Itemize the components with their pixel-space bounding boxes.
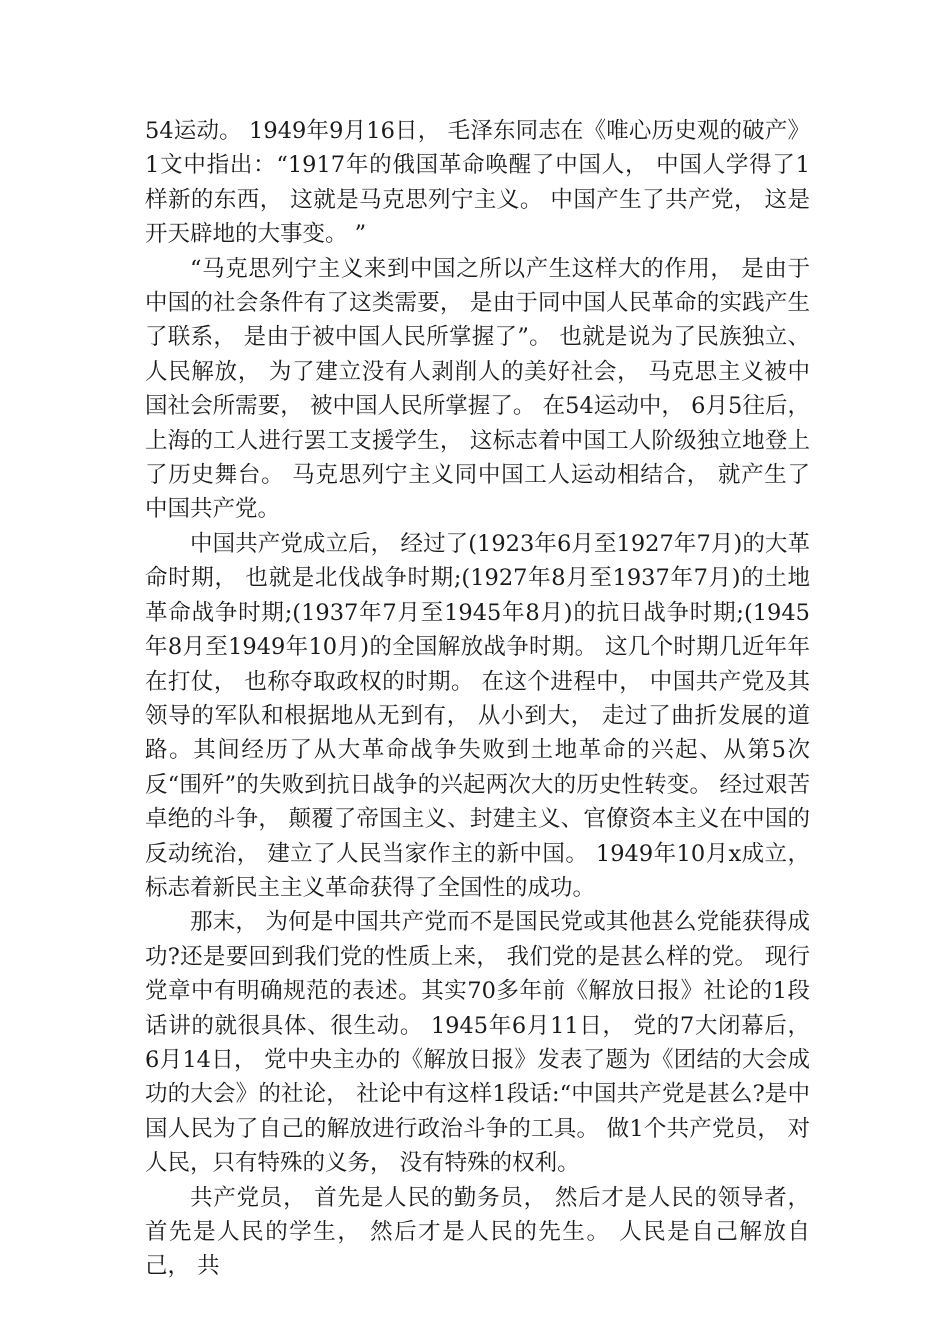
paragraph-3: 中国共产党成立后， 经过了(1923年6月至1927年7月)的大革命时期， 也就是北伐战争时期;(1927年8月至1937年7月)的土地革命战争时期;(1937年7月至1945年8月)的抗日战争时期;(1945年8月至1949年10月)的全国解放战争时期。 这几个时期几近年年在打仗， 也称夺取政权的时期。 在这个进程中， 中国共产党及其领导的军队和根据地从无到有， 从小到大， 走过了曲折发展的道路。其间经历了从大革命战争失败到土地革命的兴起、从第5次反“围歼”的失败到抗日战争的兴起两次大的历史性转变。 经过艰苦卓绝的斗争， 颠覆了帝国主义、封建主义、官僚资本主义在中国的反动统治， 建立了人民当家作主的新中国。 1949年10月x成立， 标志着新民主主义革命获得了全国性的成功。 (145, 530, 810, 901)
paragraph-2: “马克思列宁主义来到中国之所以产生这样大的作用， 是由于中国的社会条件有了这类需要， 是由于同中国人民革命的实践产生了联系， 是由于被中国人民所掌握了”。 也就是说为了民族独立、人民解放， 为了建立没有人剥削人的美好社会， 马克思主义被中国社会所需要， 被中国人民所掌握了。 在54运动中， 6月5往后， 上海的工人进行罢工支援学生， 这标志着中国工人阶级独立地登上了历史舞台。 马克思列宁主义同中国工人运动相结合， 就产生了中国共产党。 (145, 255, 810, 523)
paragraph-5: 共产党员， 首先是人民的勤务员， 然后才是人民的领导者， 首先是人民的学生， 然后才是人民的先生。 人民是自己解放自己， 共 (145, 1184, 810, 1280)
document-page (145, 114, 810, 1284)
paragraph-4: 那末， 为何是中国共产党而不是国民党或其他甚么党能获得成功?还是要回到我们党的性质上来， 我们党的是甚么样的党。 现行党章中有明确规范的表述。其实70多年前《解放日报》社论的1段话讲的就很具体、很生动。 1945年6月11日， 党的7大闭幕后， 6月14日， 党中央主办的《解放日报》发表了题为《团结的大会成功的大会》的社论， 社论中有这样1段话:“中国共产党是甚么?是中国人民为了自己的解放进行政治斗争的工具。 做1个共产党员， 对人民，只有特殊的义务， 没有特殊的权利。 (145, 909, 810, 1177)
paragraph-1: 54运动。 1949年9月16日， 毛泽东同志在《唯心历史观的破产》1文中指出：“1917年的俄国革命唤醒了中国人， 中国人学得了1样新的东西， 这就是马克思列宁主义。 中国产生了共产党， 这是开天辟地的大事变。 ” (145, 118, 810, 248)
